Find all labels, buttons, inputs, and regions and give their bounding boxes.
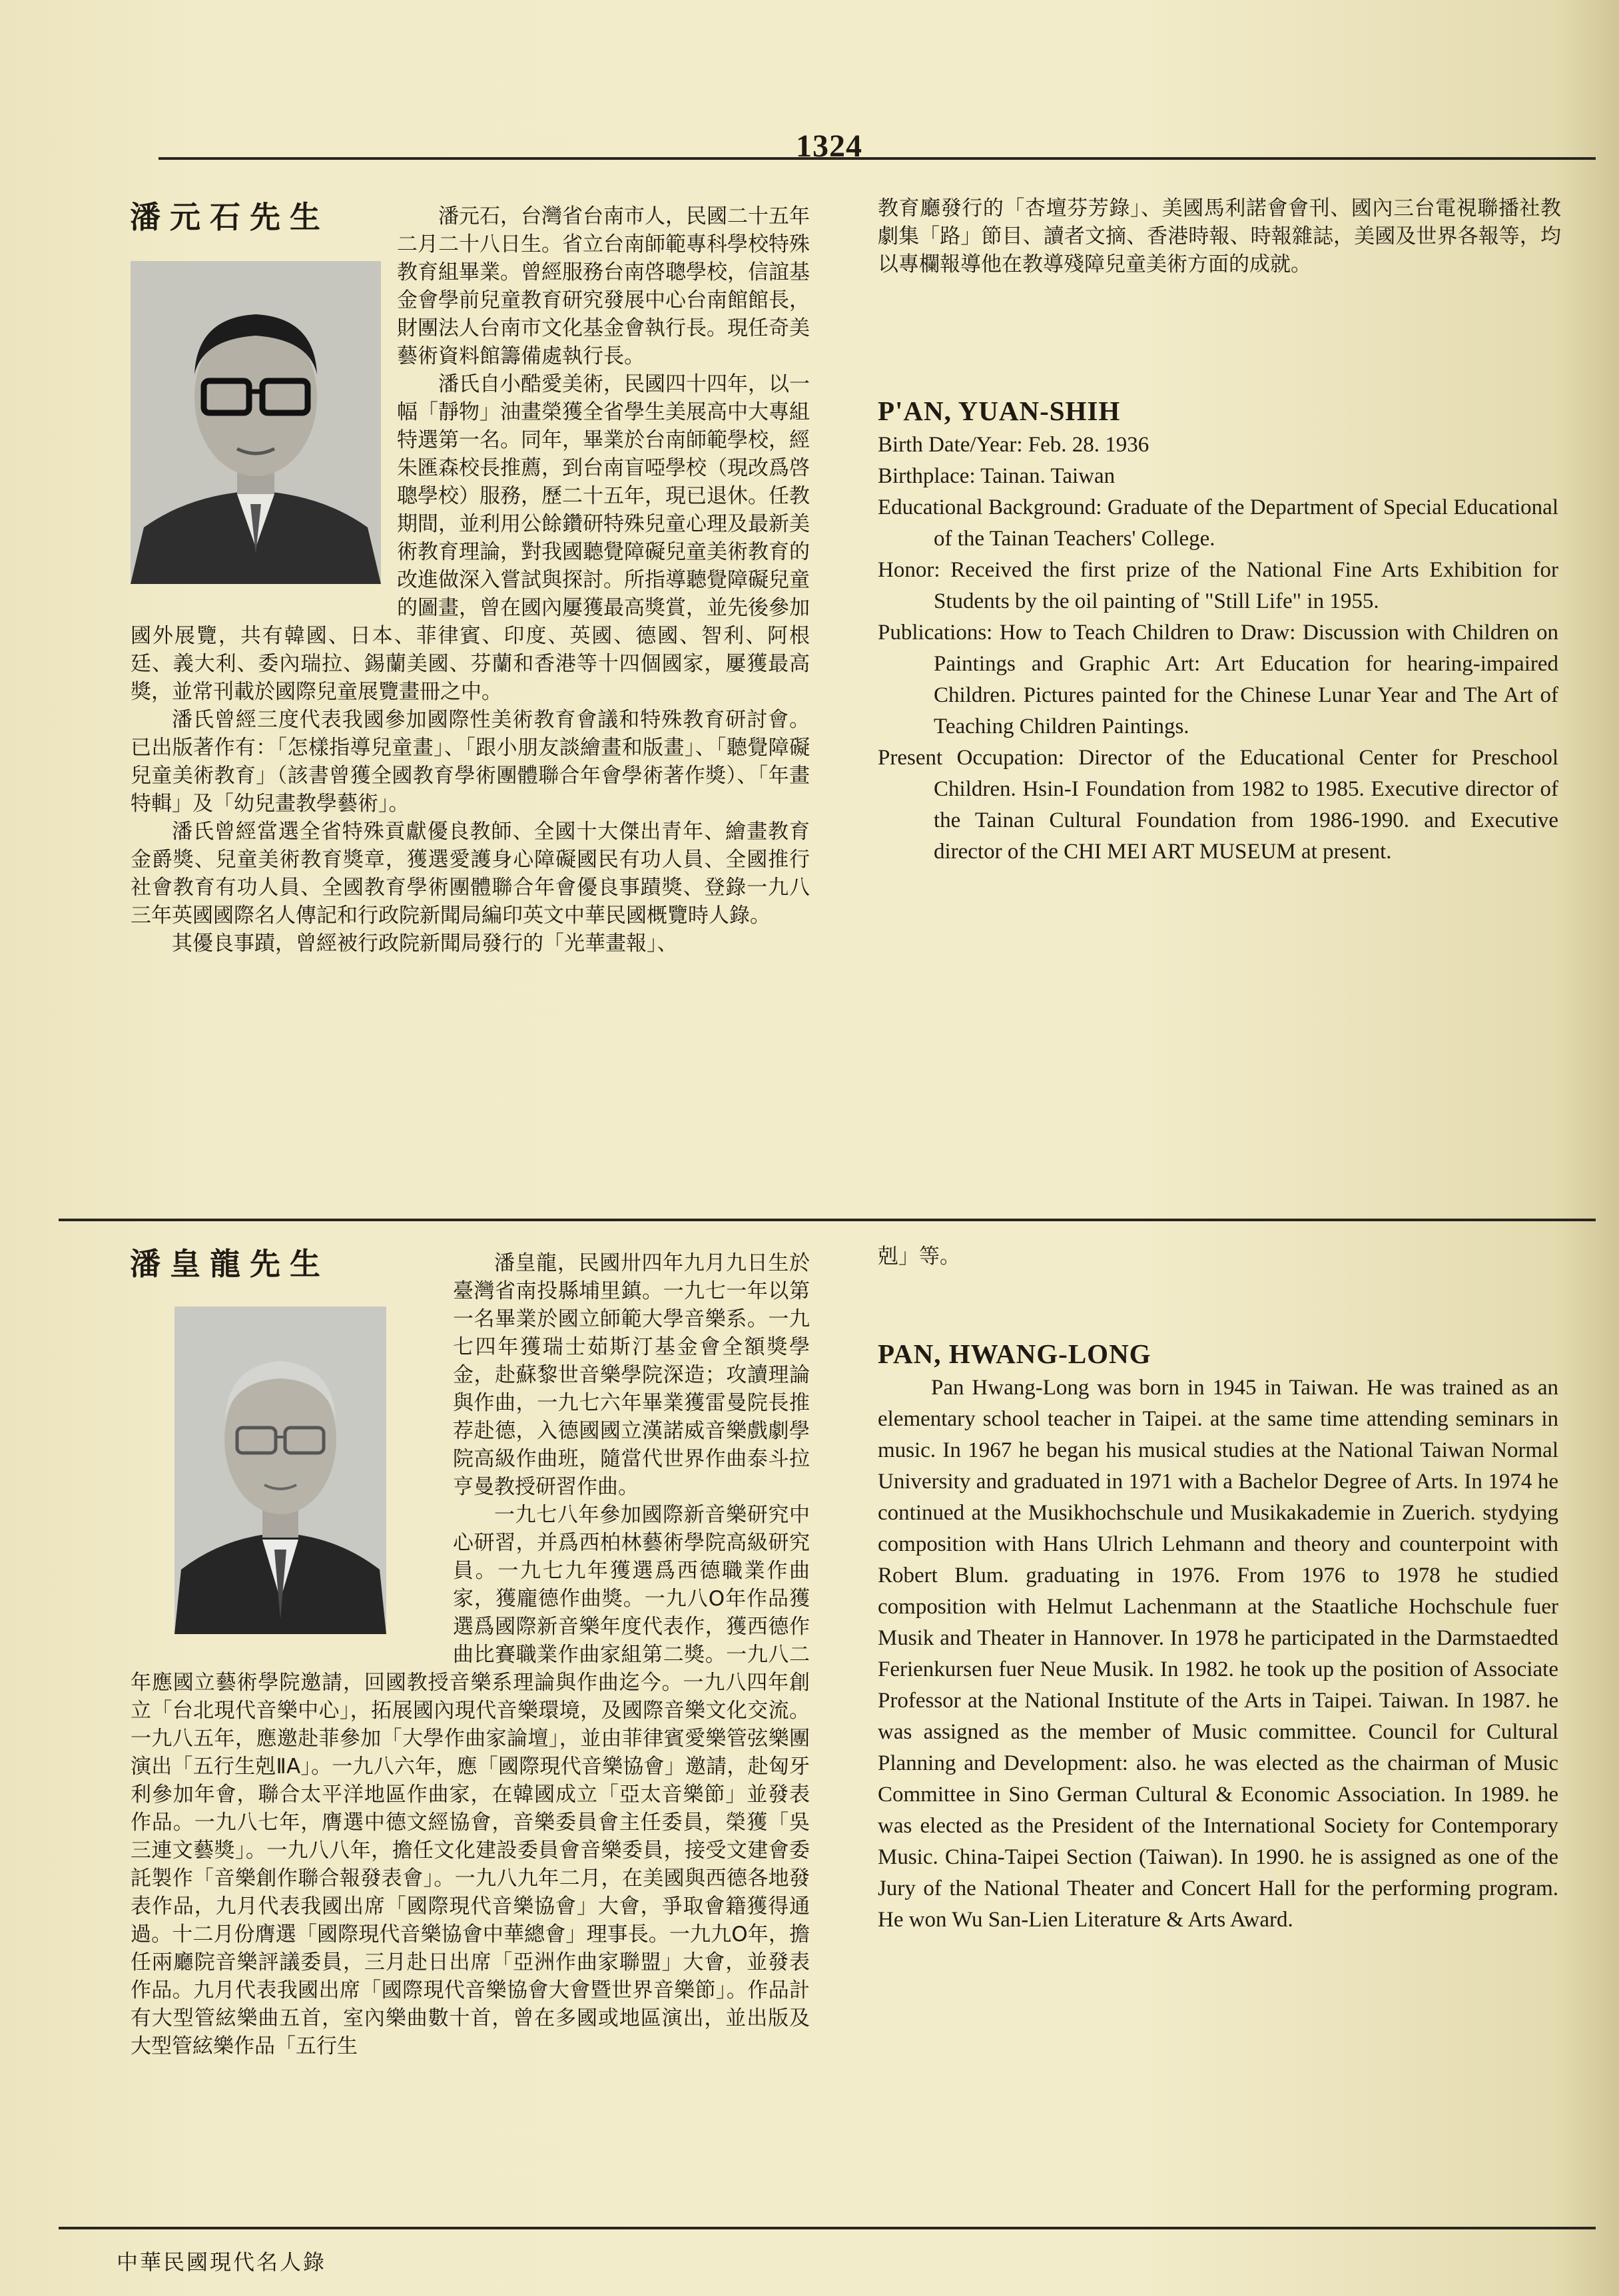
entry-1-para-4: 潘氏曾經當選全省特殊貢獻優良教師、全國十大傑出青年、繪畫教育金爵獎、兒童美術教育獎章，獲選愛護身心障礙國民有功人員、全國推行社會教育有功人員、全國教育學術團體聯合年會優良事蹟獎、登錄一九八三年英國國際名人傳記和行政院新聞局編印英文中華民國概覽時人錄。 [131,820,810,928]
entry-1-para-1: 潘元石，台灣省台南市人，民國二十五年二月二十八日生。省立台南師範專科學校特殊教育組畢業。曾經服務台南啓聰學校，信誼基金會學前兒童教育研究發展中心台南館館長，財團法人台南市文化基金會執行長。現任奇美藝術資料館籌備處執行長。 [397,204,810,368]
entry-2-english [878,1338,1558,1936]
entry-1-english-name: P'AN, YUAN-SHIH [878,396,1121,426]
book-title-footer: 中華民國現代名人錄 [117,2249,327,2275]
entry-2-english-name: PAN, HWANG-LONG [878,1338,1151,1369]
entry-1-para-3: 潘氏曾經三度代表我國參加國際性美術教育會議和特殊教育研討會。已出版著作有：「怎樣指導兒童畫」、「跟小朋友談繪畫和版畫」、「聽覺障礙兒童美術教育」（該書曾獲全國教育學術團體聯合年會學術著作獎）、「年畫特輯」及「幼兒畫教學藝術」。 [131,708,810,816]
entry-2-chinese-bio [131,1247,810,2060]
publications-row: Publications: How to Teach Children to Draw: Discussion with Children on Paintings and Graphic Art: Art Education for hearing-impaired Children. Pictures painted for the Chinese Lunar Year and The Art of Teaching Children Paintings. [878,621,1558,738]
entry-2-english-body: Pan Hwang-Long was born in 1945 in Taiwan. He was trained as an elementary school teacher in Taipei. at the same time attending seminars in music. In 1967 he began his musical studies at the National Taiwan Normal University and graduated in 1971 with a Bachelor Degree of Arts. In 1974 he continued at the Musikhochschule und Musikakademie in Zuerich. stydying composition with Hans Ulrich Lehmann and theory and counterpoint with Robert Blum. graduating in 1976. From 1976 to 1978 he studied composition with Helmut Lachenmann at the Staatliche Hochschule fuer Musik and Theater in Hannover. In 1978 he participated in the Darmstaedted Ferienkursen fuer Neue Musik. In 1982. he took up the position of Associate Professor at the National Institute of the Arts in Taipei. Taiwan. In 1987. he was assigned as the member of Music committee. Council for Cultural Planning and Development: also. he was elected as the chairman of Music Committee in Sino German Cultural & Economic Association. In 1989. he was elected as the President of the International Society for Contemporary Music. China-Taipei Section (Taiwan). In 1990. he is assigned as one of the Jury of the National Theater and Concert Hall for the performing program. He won Wu San-Lien Literature & Arts Award. [878,1376,1558,1932]
entry-1-chinese-continued: 教育廳發行的「杏壇芬芳錄」、美國馬利諾會會刊、國內三台電視聯播社教劇集「路」節目、讀者文摘、香港時報、時報雜誌，美國及世界各報等，均以專欄報導他在教導殘障兒童美術方面的成就。 [878,196,1561,276]
entry-2-chinese-continued: 剋」等。 [878,1245,960,1269]
entry-1-para-5: 其優良事蹟，曾經被行政院新聞局發行的「光華畫報」、 [172,932,678,956]
entry-1-para-2: 潘氏自小酷愛美術，民國四十四年，以一幅「靜物」油畫榮獲全省學生美展高中大專組特選第一名。同年，畢業於台南師範學校，經朱匯森校長推薦，到台南盲啞學校（現改爲啓聰學校）服務，歷二十五年，現已退休。任教期間，並利用公餘鑽研特殊兒童心理及最新美術教育理論，對我國聽覺障礙兒童美術教育的改進做深入嘗試與探討。所指導聽覺障礙兒童的圖畫，曾在國內屢獲最高獎賞，並先後參加國外展覽，共有韓國、日本、菲律賓、印度、英國、德國、智利、阿根廷、義大利、委內瑞拉、錫蘭美國、芬蘭和香港等十四個國家，屢獲最高獎，並常刊載於國際兒童展覽畫冊之中。 [131,372,810,704]
occupation-row: Present Occupation: Director of the Educational Center for Preschool Children. Hsin-I Foundation from 1982 to 1985. Executive director of the Tainan Cultural Foundation from 1986-1990. and Executive director of the CHI MEI ART MUSEUM at present. [878,746,1558,864]
page-number: 1324 [796,129,862,164]
bottom-rule [59,2227,1596,2229]
entry-1-heading: 潘元石先生 [130,199,330,235]
birthplace-row: Birthplace: Tainan. Taiwan [878,464,1116,488]
top-rule [159,157,1596,160]
entry-2-heading: 潘皇龍先生 [130,1246,330,1282]
birth-date-row: Birth Date/Year: Feb. 28. 1936 [878,433,1149,457]
entry-2-para-2: 一九七八年參加國際新音樂研究中心研習，并爲西柏林藝術學院高級研究員。一九七九年獲選爲西德職業作曲家，獲龐德作曲獎。一九八O年作品獲選爲國際新音樂年度代表作，獲西德作曲比賽職業作曲家組第二獎。一九八二年應國立藝術學院邀請，回國教授音樂系理論與作曲迄今。一九八四年創立「台北現代音樂中心」，拓展國內現代音樂環境，及國際音樂文化交流。一九八五年，應邀赴菲參加「大學作曲家論壇」，並由菲律賓愛樂管弦樂團演出「五行生剋ⅡA」。一九八六年，應「國際現代音樂協會」邀請，赴匈牙利參加年會，聯合太平洋地區作曲家，在韓國成立「亞太音樂節」並發表作品。一九八七年，膺選中德文經協會，音樂委員會主任委員，榮獲「吳三連文藝獎」。一九八八年，擔任文化建設委員會音樂委員，接受文建會委託製作「音樂創作聯合報發表會」。一九八九年二月，在美國與西德各地發表作品，九月代表我國出席「國際現代音樂協會」大會，爭取會籍獲得通過。十二月份膺選「國際現代音樂協會中華總會」理事長。一九九O年，擔任兩廳院音樂評議委員，三月赴日出席「亞洲作曲家聯盟」大會，並發表作品。九月代表我國出席「國際現代音樂協會大會暨世界音樂節」。作品計有大型管絃樂曲五首，室內樂曲數十首，曾在多國或地區演出，並出版及大型管絃樂作品「五行生 [131,1503,810,2058]
entry-1-chinese-bio [131,200,810,958]
entry-1-english [878,396,1558,868]
section-divider [59,1219,1596,1221]
entry-2-para-1: 潘皇龍，民國卅四年九月九日生於臺灣省南投縣埔里鎮。一九七一年以第一名畢業於國立師範大學音樂系。一九七四年獲瑞士茹斯汀基金會全額獎學金，赴蘇黎世音樂學院深造；攻讀理論與作曲，一九七六年畢業獲雷曼院長推荐赴德，入德國國立漢諾威音樂戲劇學院高級作曲班，隨當代世界作曲泰斗拉亨曼教授研習作曲。 [453,1251,810,1499]
education-row: Educational Background: Graduate of the Department of Special Educational of the Tainan Teachers' College. [878,495,1558,551]
honor-row: Honor: Received the first prize of the National Fine Arts Exhibition for Students by the oil painting of "Still Life" in 1955. [878,558,1558,613]
